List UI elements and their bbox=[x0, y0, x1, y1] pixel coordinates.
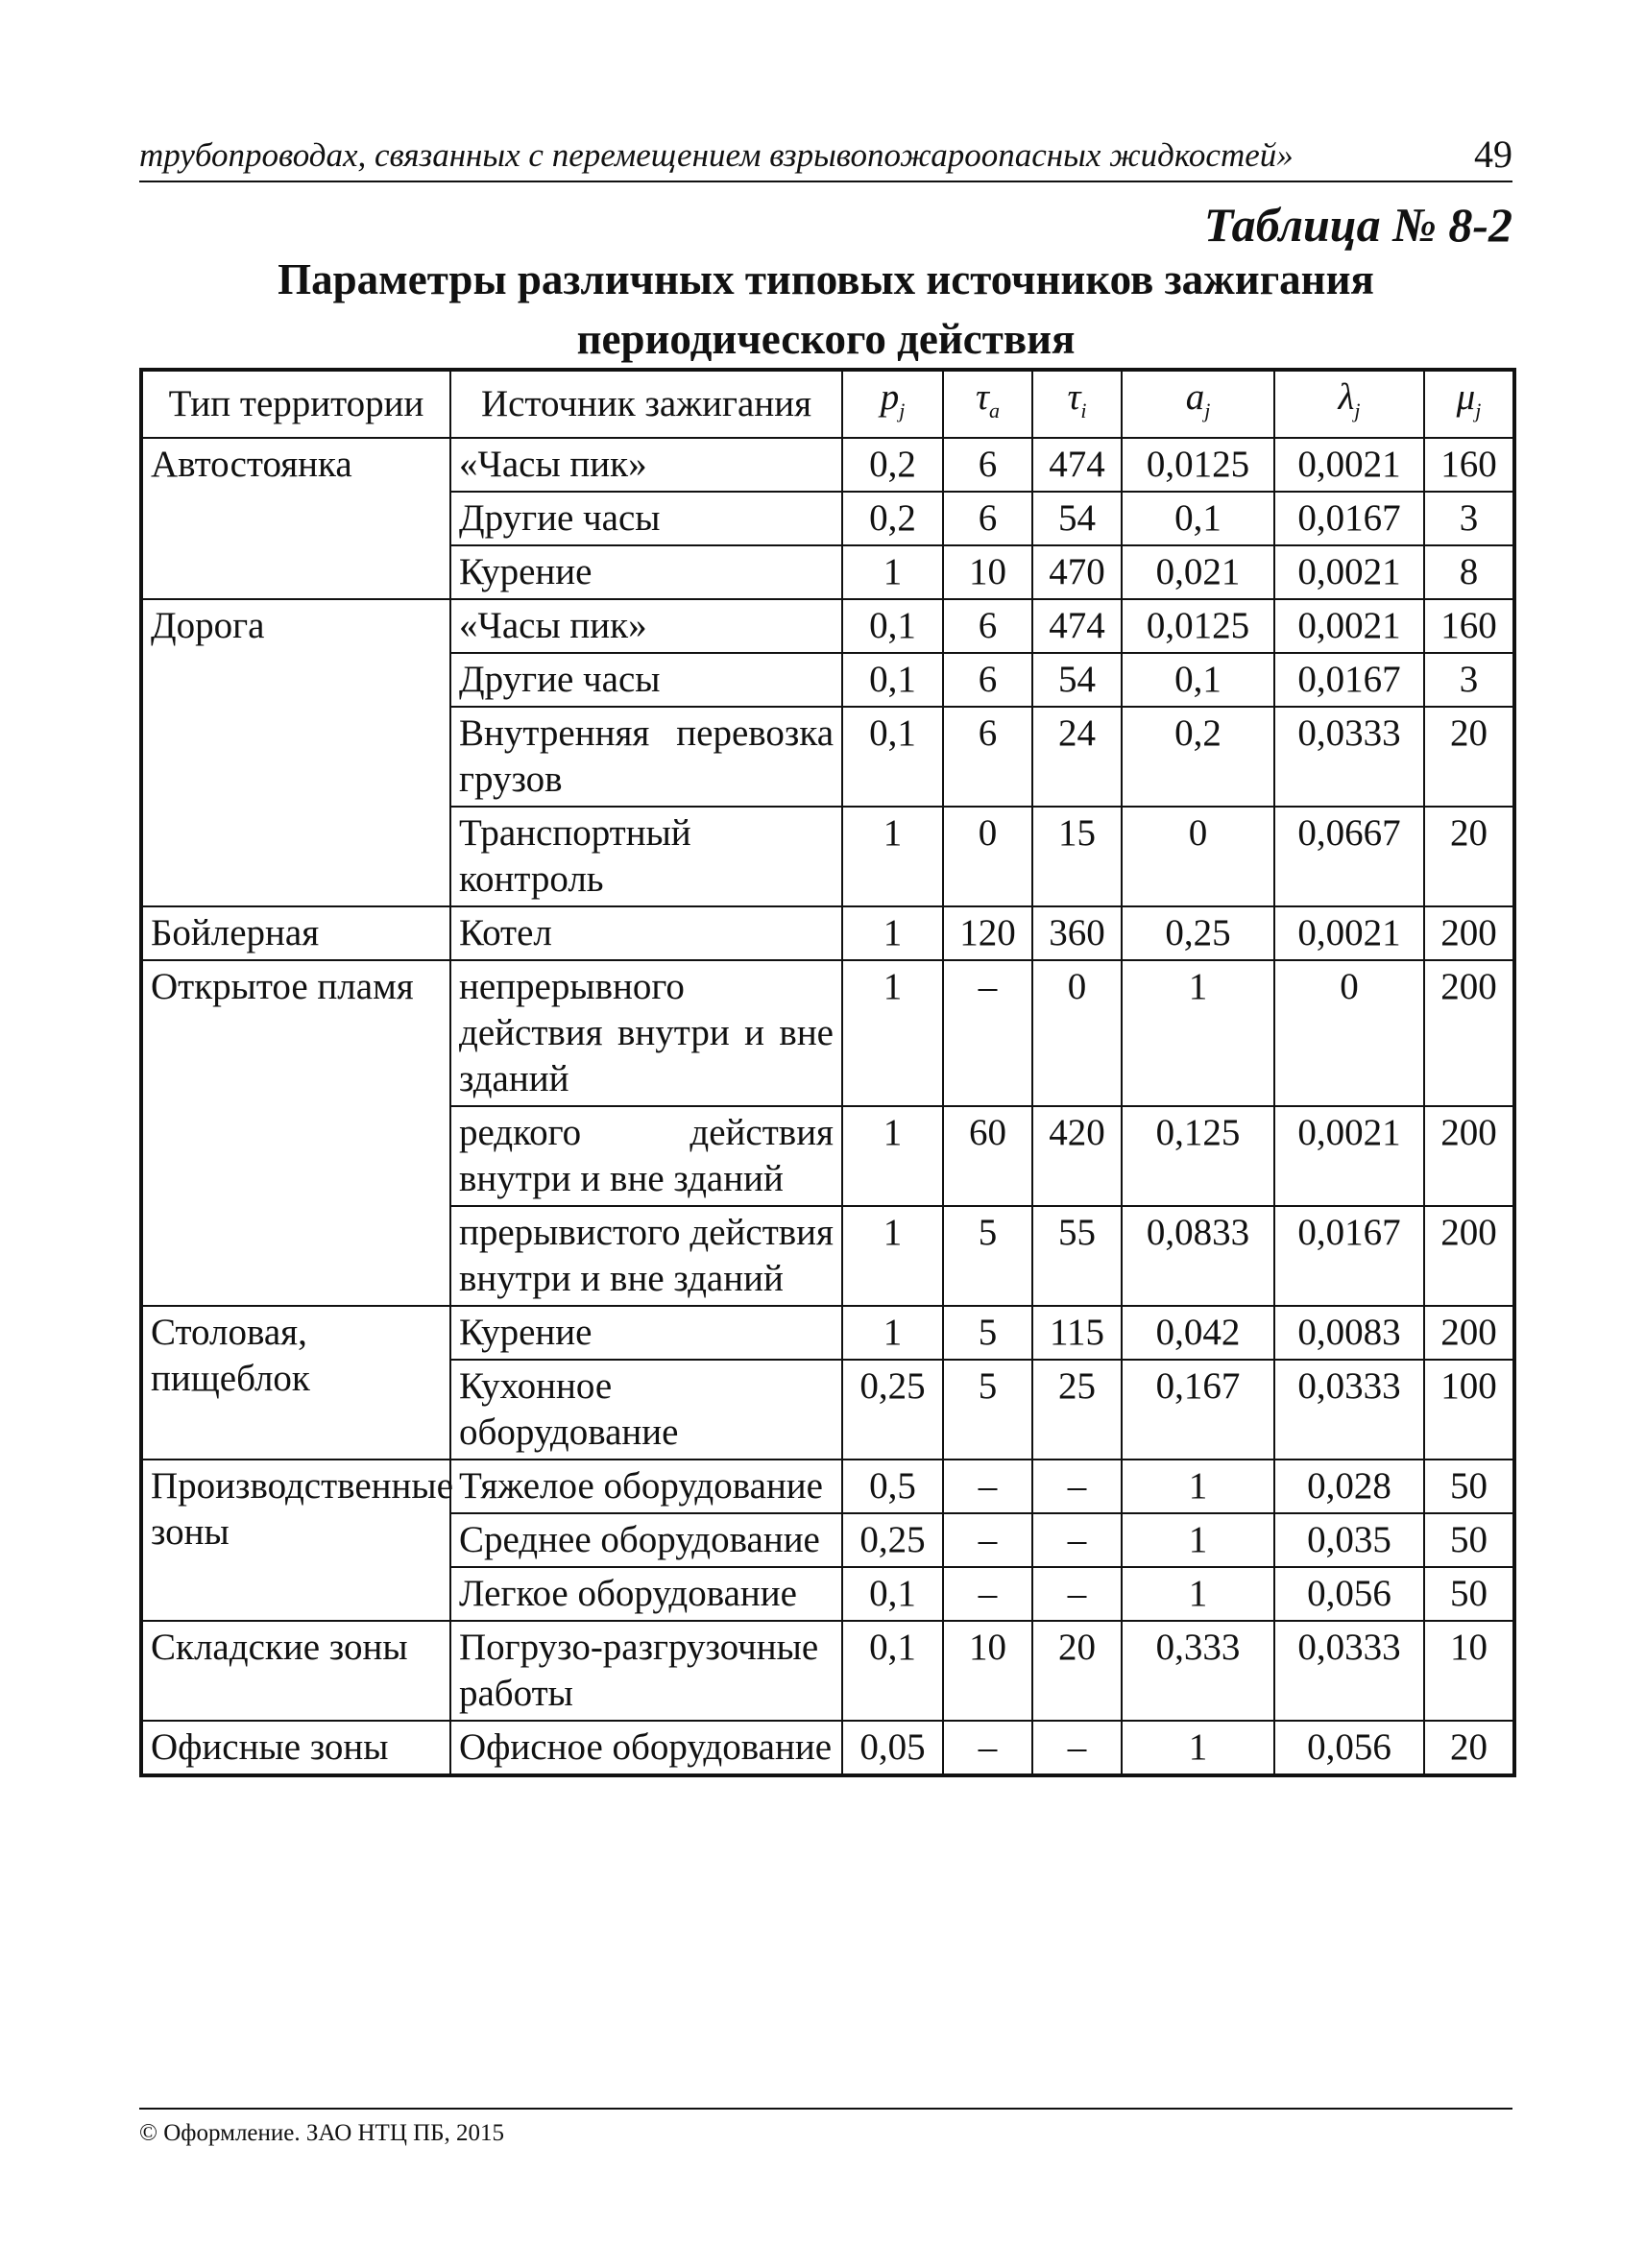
lambda-cell: 0,0333 bbox=[1274, 1360, 1424, 1460]
header-tau-i bbox=[1032, 370, 1122, 438]
lambda-cell: 0,0021 bbox=[1274, 599, 1424, 653]
source-cell: Кухонное оборудование bbox=[450, 1360, 842, 1460]
header-source: Источник зажигания bbox=[450, 370, 842, 438]
a-cell: 0,167 bbox=[1122, 1360, 1274, 1460]
a-cell: 0,0833 bbox=[1122, 1206, 1274, 1306]
footer-copyright: © Оформление. ЗАО НТЦ ПБ, 2015 bbox=[139, 2120, 505, 2146]
p-cell: 1 bbox=[842, 906, 943, 960]
a-cell: 0,042 bbox=[1122, 1306, 1274, 1360]
territory-cell: Открытое пламя bbox=[141, 960, 450, 1306]
source-cell: Легкое оборудование bbox=[450, 1567, 842, 1621]
source-cell: редкого действия внутри и вне зданий bbox=[450, 1106, 842, 1206]
running-title: трубопроводах, связанных с перемещением взрывопожароопасных жидкостей» bbox=[139, 136, 1294, 174]
tau-i-cell: 360 bbox=[1032, 906, 1122, 960]
tau-i-cell: 54 bbox=[1032, 492, 1122, 545]
table-row bbox=[141, 960, 1514, 1106]
lambda-subscript: j bbox=[1354, 398, 1361, 422]
table-number: Таблица № 8-2 bbox=[1203, 198, 1512, 252]
table-caption-line-2: периодического действия bbox=[576, 315, 1076, 363]
tau-i-cell: – bbox=[1032, 1721, 1122, 1775]
tau-i-cell: 55 bbox=[1032, 1206, 1122, 1306]
tau-i-cell: 25 bbox=[1032, 1360, 1122, 1460]
territory-cell: Офисные зоны bbox=[141, 1721, 450, 1775]
source-cell: Тяжелое оборудование bbox=[450, 1460, 842, 1513]
table-row bbox=[141, 1621, 1514, 1721]
p-subscript: j bbox=[899, 398, 906, 422]
table-row bbox=[141, 599, 1514, 653]
table-row bbox=[141, 1460, 1514, 1513]
mu-cell: 200 bbox=[1424, 906, 1514, 960]
mu-cell: 3 bbox=[1424, 492, 1514, 545]
source-cell: Курение bbox=[450, 1306, 842, 1360]
table-header-row bbox=[141, 370, 1514, 438]
source-cell: Котел bbox=[450, 906, 842, 960]
tau-a-cell: – bbox=[943, 960, 1032, 1106]
tau-a-cell: 10 bbox=[943, 1621, 1032, 1721]
source-cell: «Часы пик» bbox=[450, 438, 842, 492]
mu-cell: 3 bbox=[1424, 653, 1514, 707]
lambda-cell: 0,0167 bbox=[1274, 1206, 1424, 1306]
tau-a-symbol: τ bbox=[976, 376, 989, 418]
header-tau-a bbox=[943, 370, 1032, 438]
a-cell: 0 bbox=[1122, 807, 1274, 906]
tau-a-cell: 6 bbox=[943, 707, 1032, 807]
tau-i-cell: 470 bbox=[1032, 545, 1122, 599]
lambda-cell: 0,0333 bbox=[1274, 707, 1424, 807]
a-cell: 1 bbox=[1122, 960, 1274, 1106]
tau-i-cell: 54 bbox=[1032, 653, 1122, 707]
mu-cell: 200 bbox=[1424, 1306, 1514, 1360]
mu-symbol: μ bbox=[1456, 376, 1476, 418]
table-row bbox=[141, 1721, 1514, 1775]
p-cell: 1 bbox=[842, 545, 943, 599]
ignition-sources-table bbox=[139, 368, 1516, 1777]
tau-a-cell: 6 bbox=[943, 438, 1032, 492]
lambda-cell: 0,0167 bbox=[1274, 653, 1424, 707]
p-symbol: p bbox=[880, 376, 900, 418]
mu-cell: 160 bbox=[1424, 599, 1514, 653]
tau-i-cell: 0 bbox=[1032, 960, 1122, 1106]
tau-a-cell: 5 bbox=[943, 1306, 1032, 1360]
p-cell: 1 bbox=[842, 1106, 943, 1206]
a-cell: 1 bbox=[1122, 1567, 1274, 1621]
mu-cell: 200 bbox=[1424, 1106, 1514, 1206]
tau-a-cell: 120 bbox=[943, 906, 1032, 960]
mu-cell: 50 bbox=[1424, 1567, 1514, 1621]
mu-cell: 50 bbox=[1424, 1513, 1514, 1567]
header-territory: Тип территории bbox=[141, 370, 450, 438]
p-cell: 0,1 bbox=[842, 653, 943, 707]
p-cell: 1 bbox=[842, 807, 943, 906]
source-cell: Другие часы bbox=[450, 492, 842, 545]
p-cell: 1 bbox=[842, 1306, 943, 1360]
mu-cell: 200 bbox=[1424, 1206, 1514, 1306]
source-cell: Среднее оборудование bbox=[450, 1513, 842, 1567]
lambda-cell: 0,0167 bbox=[1274, 492, 1424, 545]
source-cell: прерывистого действия внутри и вне зданий bbox=[450, 1206, 842, 1306]
tau-a-cell: 10 bbox=[943, 545, 1032, 599]
tau-a-cell: 60 bbox=[943, 1106, 1032, 1206]
p-cell: 0,05 bbox=[842, 1721, 943, 1775]
a-cell: 1 bbox=[1122, 1513, 1274, 1567]
territory-cell: Столовая, пищеблок bbox=[141, 1306, 450, 1460]
territory-cell: Бойлерная bbox=[141, 906, 450, 960]
mu-cell: 20 bbox=[1424, 707, 1514, 807]
source-cell: Внутренняя перевозка грузов bbox=[450, 707, 842, 807]
tau-i-cell: 20 bbox=[1032, 1621, 1122, 1721]
header-mu bbox=[1424, 370, 1514, 438]
lambda-cell: 0,035 bbox=[1274, 1513, 1424, 1567]
lambda-cell: 0 bbox=[1274, 960, 1424, 1106]
lambda-cell: 0,0021 bbox=[1274, 438, 1424, 492]
territory-cell: Дорога bbox=[141, 599, 450, 906]
a-cell: 0,0125 bbox=[1122, 599, 1274, 653]
lambda-cell: 0,0021 bbox=[1274, 1106, 1424, 1206]
p-cell: 0,1 bbox=[842, 1621, 943, 1721]
a-cell: 0,1 bbox=[1122, 492, 1274, 545]
mu-cell: 8 bbox=[1424, 545, 1514, 599]
lambda-cell: 0,0333 bbox=[1274, 1621, 1424, 1721]
a-cell: 0,1 bbox=[1122, 653, 1274, 707]
a-cell: 1 bbox=[1122, 1721, 1274, 1775]
table-row bbox=[141, 906, 1514, 960]
territory-cell: Складские зоны bbox=[141, 1621, 450, 1721]
mu-cell: 20 bbox=[1424, 1721, 1514, 1775]
tau-i-subscript: i bbox=[1080, 398, 1087, 422]
source-cell: «Часы пик» bbox=[450, 599, 842, 653]
a-cell: 0,333 bbox=[1122, 1621, 1274, 1721]
table-caption bbox=[139, 250, 1512, 369]
p-cell: 0,1 bbox=[842, 599, 943, 653]
tau-i-cell: 474 bbox=[1032, 438, 1122, 492]
running-header bbox=[139, 125, 1512, 182]
a-cell: 0,25 bbox=[1122, 906, 1274, 960]
tau-i-cell: – bbox=[1032, 1460, 1122, 1513]
mu-cell: 50 bbox=[1424, 1460, 1514, 1513]
a-cell: 0,021 bbox=[1122, 545, 1274, 599]
tau-a-cell: 6 bbox=[943, 653, 1032, 707]
source-cell: Курение bbox=[450, 545, 842, 599]
tau-a-cell: – bbox=[943, 1721, 1032, 1775]
mu-cell: 10 bbox=[1424, 1621, 1514, 1721]
tau-i-cell: 24 bbox=[1032, 707, 1122, 807]
tau-i-cell: 115 bbox=[1032, 1306, 1122, 1360]
mu-cell: 160 bbox=[1424, 438, 1514, 492]
tau-a-cell: 6 bbox=[943, 599, 1032, 653]
a-cell: 0,125 bbox=[1122, 1106, 1274, 1206]
a-cell: 1 bbox=[1122, 1460, 1274, 1513]
tau-i-cell: 15 bbox=[1032, 807, 1122, 906]
lambda-symbol: λ bbox=[1338, 376, 1355, 418]
lambda-cell: 0,056 bbox=[1274, 1721, 1424, 1775]
a-cell: 0,2 bbox=[1122, 707, 1274, 807]
mu-cell: 200 bbox=[1424, 960, 1514, 1106]
tau-i-cell: – bbox=[1032, 1567, 1122, 1621]
tau-a-cell: 6 bbox=[943, 492, 1032, 545]
header-p bbox=[842, 370, 943, 438]
territory-cell: Автостоянка bbox=[141, 438, 450, 599]
mu-subscript: j bbox=[1475, 398, 1482, 422]
mu-cell: 20 bbox=[1424, 807, 1514, 906]
tau-a-cell: 0 bbox=[943, 807, 1032, 906]
p-cell: 0,1 bbox=[842, 707, 943, 807]
table-caption-line-1: Параметры различных типовых источников зажигания bbox=[278, 255, 1374, 303]
p-cell: 0,5 bbox=[842, 1460, 943, 1513]
page-number: 49 bbox=[1474, 133, 1512, 176]
header-a bbox=[1122, 370, 1274, 438]
source-cell: Погрузо-разгрузочные работы bbox=[450, 1621, 842, 1721]
tau-a-cell: – bbox=[943, 1513, 1032, 1567]
source-cell: непрерывного действия внутри и вне зданий bbox=[450, 960, 842, 1106]
mu-cell: 100 bbox=[1424, 1360, 1514, 1460]
p-cell: 0,2 bbox=[842, 438, 943, 492]
tau-i-cell: 474 bbox=[1032, 599, 1122, 653]
p-cell: 1 bbox=[842, 1206, 943, 1306]
p-cell: 0,2 bbox=[842, 492, 943, 545]
table-row bbox=[141, 438, 1514, 492]
lambda-cell: 0,028 bbox=[1274, 1460, 1424, 1513]
a-cell: 0,0125 bbox=[1122, 438, 1274, 492]
lambda-cell: 0,0021 bbox=[1274, 906, 1424, 960]
p-cell: 1 bbox=[842, 960, 943, 1106]
tau-a-cell: 5 bbox=[943, 1206, 1032, 1306]
p-cell: 0,25 bbox=[842, 1360, 943, 1460]
lambda-cell: 0,056 bbox=[1274, 1567, 1424, 1621]
table-row bbox=[141, 1306, 1514, 1360]
a-subscript: j bbox=[1204, 398, 1211, 422]
a-symbol: a bbox=[1185, 376, 1205, 418]
footer-divider bbox=[139, 2108, 1512, 2110]
tau-a-subscript: a bbox=[988, 398, 1000, 422]
tau-a-cell: – bbox=[943, 1460, 1032, 1513]
lambda-cell: 0,0083 bbox=[1274, 1306, 1424, 1360]
tau-a-cell: 5 bbox=[943, 1360, 1032, 1460]
tau-i-symbol: τ bbox=[1067, 376, 1081, 418]
lambda-cell: 0,0021 bbox=[1274, 545, 1424, 599]
header-lambda bbox=[1274, 370, 1424, 438]
source-cell: Транспортный контроль bbox=[450, 807, 842, 906]
tau-a-cell: – bbox=[943, 1567, 1032, 1621]
p-cell: 0,1 bbox=[842, 1567, 943, 1621]
p-cell: 0,25 bbox=[842, 1513, 943, 1567]
source-cell: Другие часы bbox=[450, 653, 842, 707]
tau-i-cell: – bbox=[1032, 1513, 1122, 1567]
tau-i-cell: 420 bbox=[1032, 1106, 1122, 1206]
lambda-cell: 0,0667 bbox=[1274, 807, 1424, 906]
territory-cell: Производственные зоны bbox=[141, 1460, 450, 1621]
source-cell: Офисное оборудование bbox=[450, 1721, 842, 1775]
